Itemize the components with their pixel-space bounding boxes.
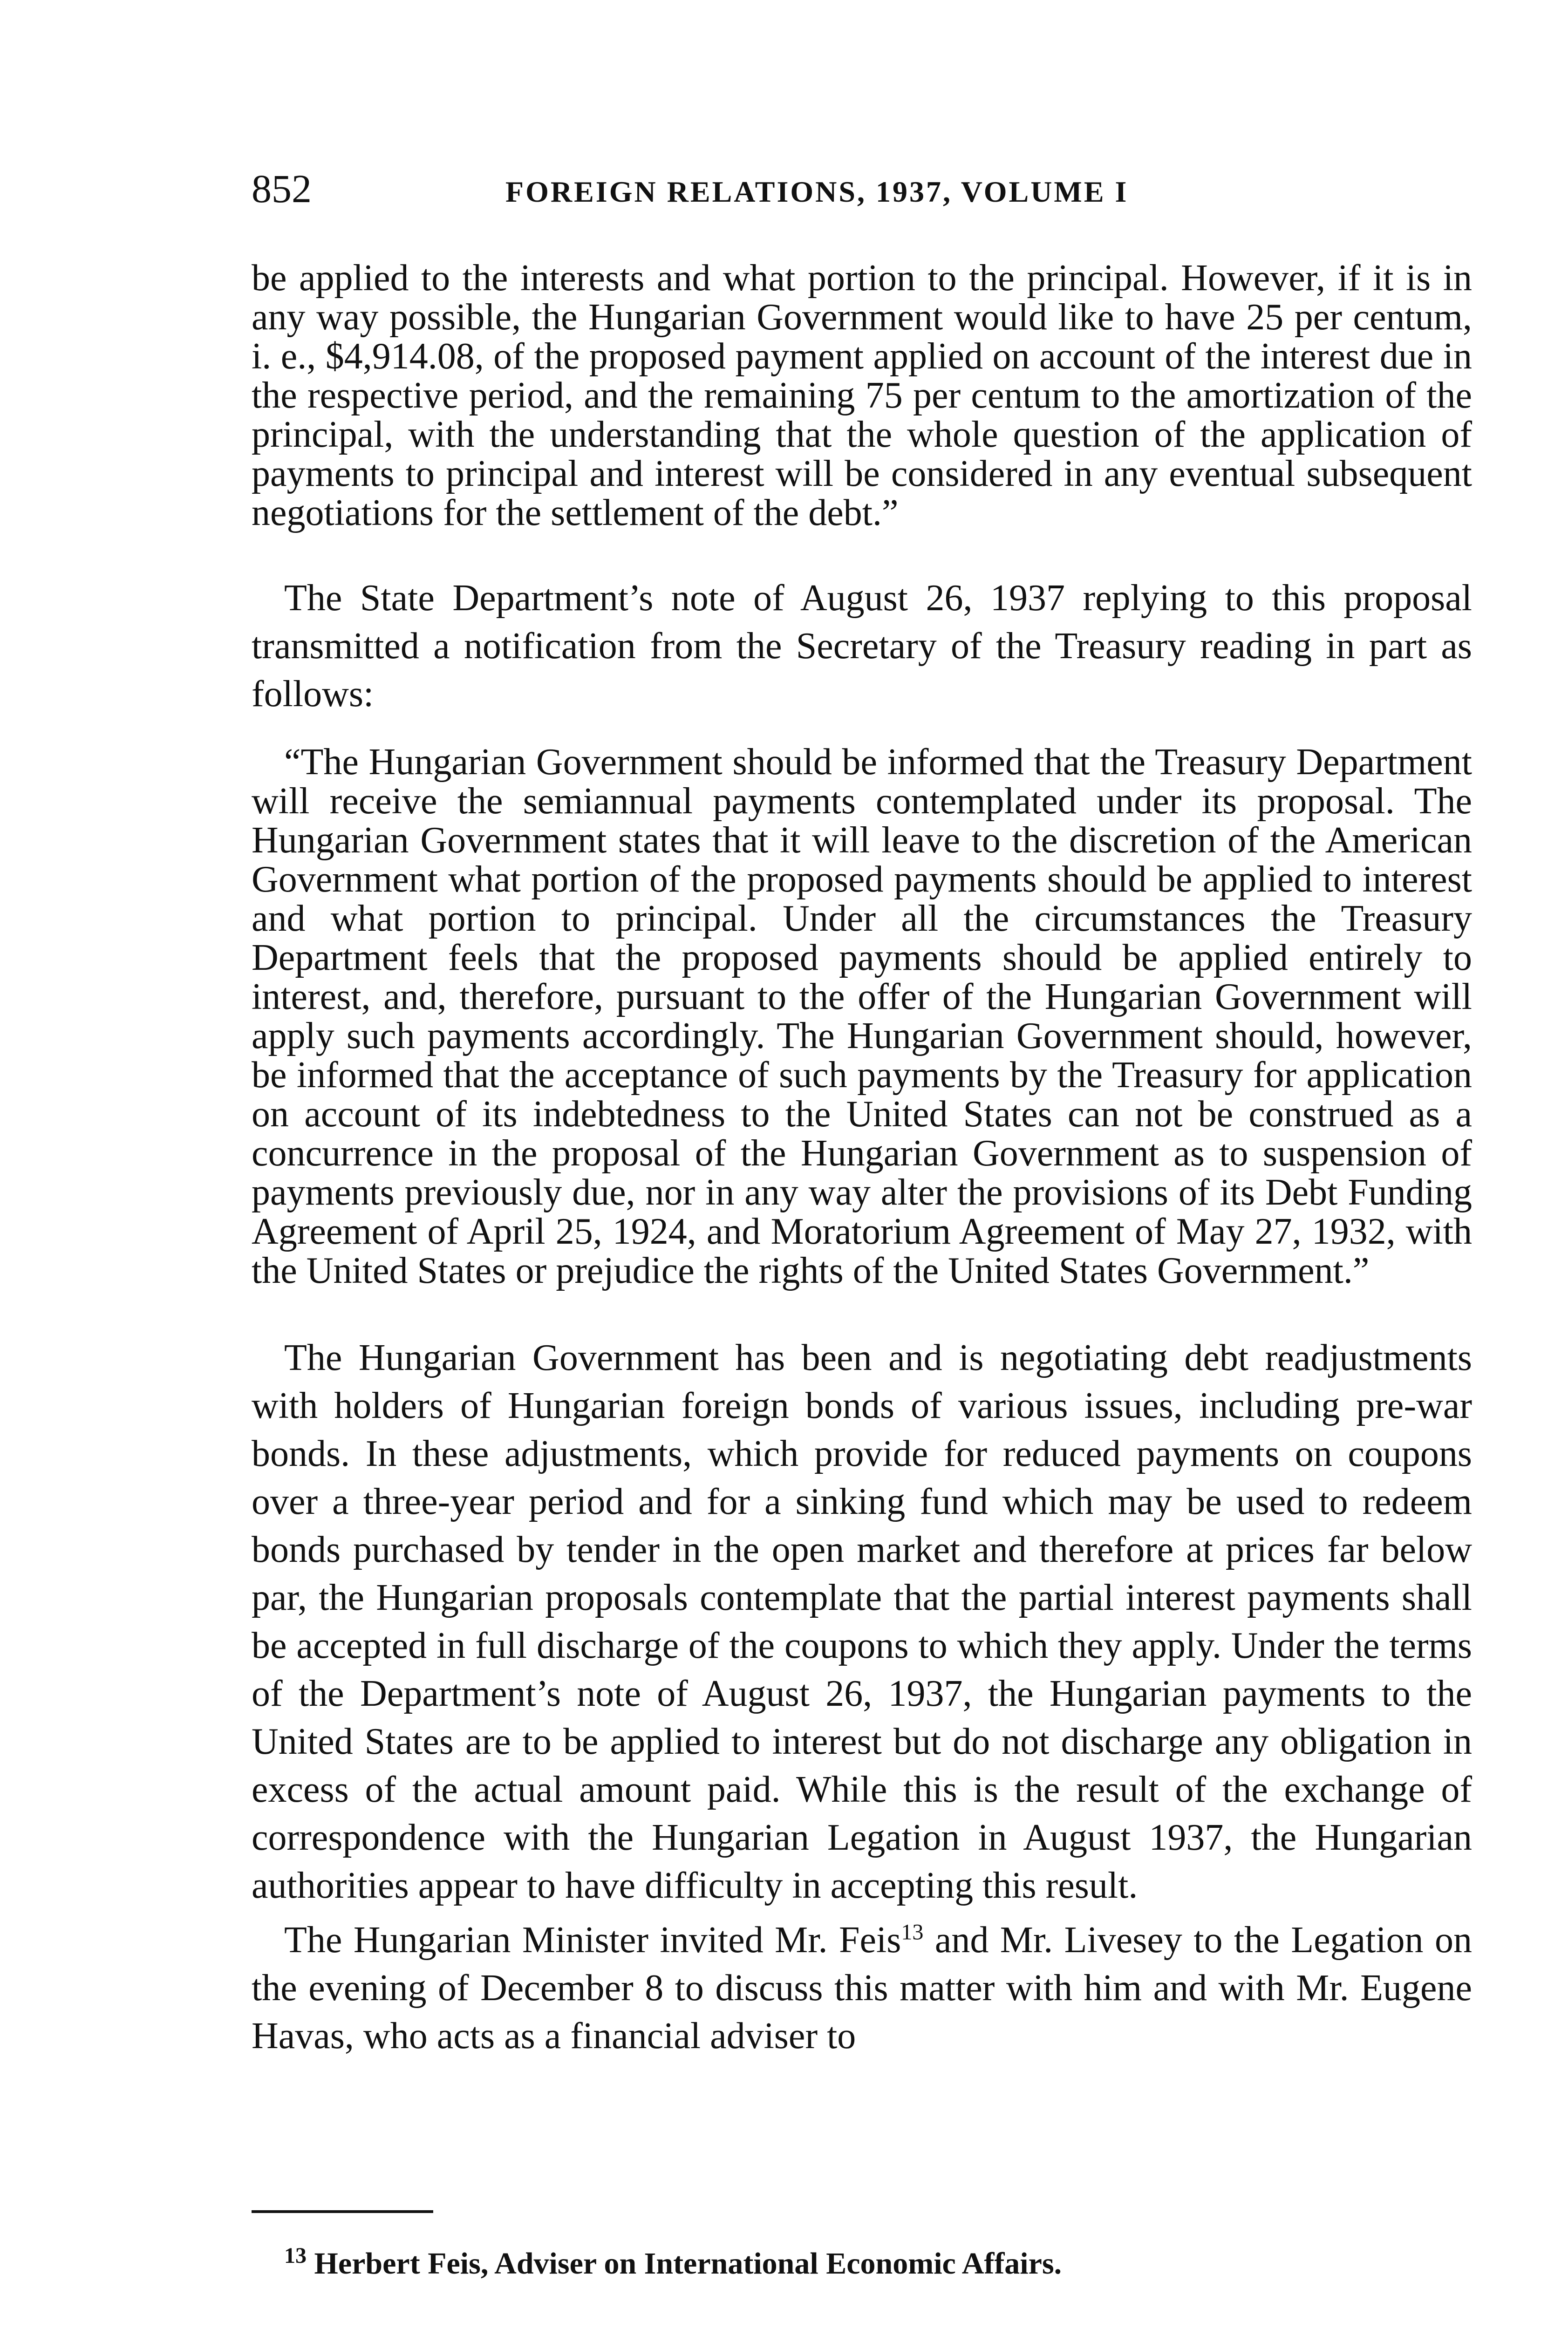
- page-number: 852: [252, 166, 312, 211]
- block-quote: “The Hungarian Government should be informed that the Treasury Department will receive the semiannual payments contemplated under its proposal. The Hungarian Government states that it will leave to the discretion of the American Government what portion of the proposed payments should be applied to interest and what portion to principal. Under all the circumstances the Treasury Department feels that the proposed payments should be applied entirely to interest, and, therefore, pursuant to the offer of the Hungarian Government will apply such payments accordingly. The Hungarian Government should, however, be informed that the acceptance of such payments by the Treasury for application on account of its indebtedness to the United States can not be construed as a concurrence in the proposal of the Hungarian Government as to suspension of payments previously due, nor in any way alter the provisions of its Debt Funding Agreement of April 25, 1924, and Moratorium Agreement of May 27, 1932, with the United States or prejudice the rights of the United States Government.”: [252, 742, 1472, 1291]
- footnote-marker: 13: [284, 2243, 307, 2268]
- body-text: [252, 259, 1472, 2060]
- body-paragraph: The Hungarian Government has been and is negotiating debt readjustments with holders of Hungarian foreign bonds of various issues, including pre-war bonds. In these adjustments, which provide for reduced payments on coupons over a three-year period and for a sinking fund which may be used to redeem bonds purchased by tender in the open market and therefore at prices far below par, the Hungarian proposals contemplate that the partial interest payments shall be accepted in full discharge of the coupons to which they apply. Under the terms of the Department’s note of August 26, 1937, the Hungarian payments to the United States are to be applied to interest but do not discharge any obligation in excess of the actual amount paid. While this is the result of the exchange of correspondence with the Hungarian Legation in August 1937, the Hungarian authorities appear to have difficulty in accepting this result.: [252, 1337, 1472, 1906]
- quoted-paragraph-continuation: be applied to the interests and what portion to the principal. However, if it is in any way possible, the Hungarian Government would like to have 25 per centum, i. e., $4,914.08, of the proposed payment applied on account of the interest due in the respective period, and the remaining 75 per centum to the amortization of the principal, with the understanding that the whole question of the application of payments to principal and interest will be considered in any eventual subsequent negotiations for the settlement of the debt.”: [252, 258, 1472, 533]
- body-paragraph: The State Department’s note of August 26, 1937 replying to this proposal transmitted a notification from the Secretary of the Treasury reading in part as follows:: [252, 578, 1472, 715]
- paragraph-text: and Mr. Livesey to the Legation on the evening of December 8 to discuss this matter with him and with Mr. Eugene Havas, who acts as a financial adviser to: [252, 1920, 1473, 2057]
- body-paragraph: [252, 1916, 1472, 2060]
- footnote-rule: [252, 2210, 433, 2213]
- paragraph-text: The Hungarian Minister invited Mr. Feis: [284, 1920, 901, 1961]
- footnote-reference: 13: [901, 1920, 924, 1945]
- running-head: [252, 165, 1472, 217]
- running-title: FOREIGN RELATIONS, 1937, VOLUME I: [505, 175, 1129, 208]
- footnote-text: Herbert Feis, Adviser on International Economic Affairs.: [307, 2247, 1062, 2281]
- footnote: [284, 2245, 1062, 2282]
